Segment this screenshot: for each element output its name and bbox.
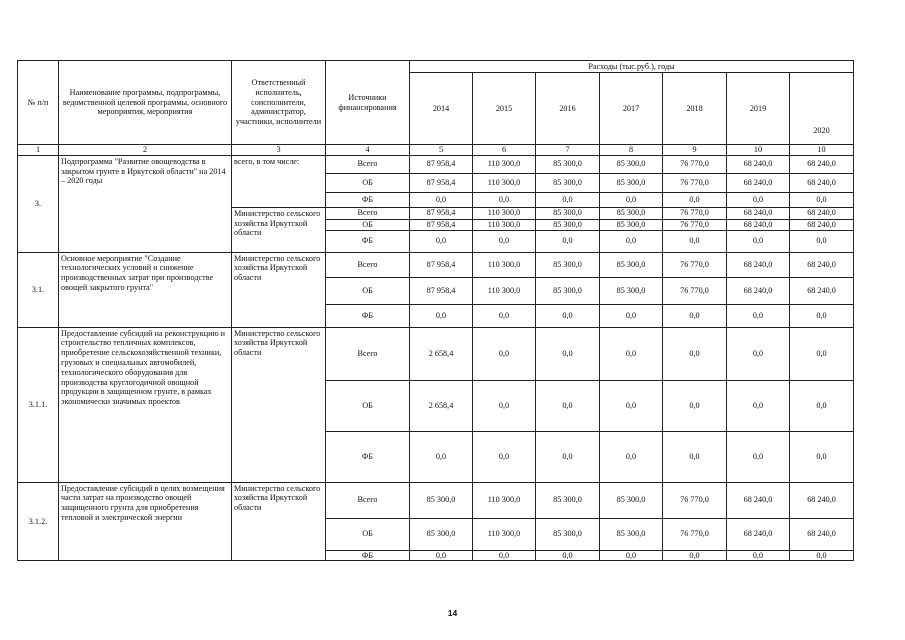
expense-value: 0,0	[473, 380, 536, 431]
row-number: 3.	[18, 155, 59, 252]
expense-value: 110 300,0	[473, 207, 536, 219]
program-name: Основное мероприятие "Создание технологических условий и снижение производственных затрат при производстве овощей закрытого грунта"	[59, 252, 232, 327]
expense-value: 0,0	[600, 192, 663, 207]
index-cell: 1	[18, 145, 59, 156]
expense-value: 68 240,0	[727, 207, 790, 219]
expense-value: 76 770,0	[663, 173, 727, 192]
expense-value: 68 240,0	[727, 277, 790, 304]
expense-value: 0,0	[600, 550, 663, 561]
expense-value: 87 958,4	[410, 277, 473, 304]
expense-value: 85 300,0	[536, 518, 600, 550]
table-row	[18, 482, 854, 518]
header-year: 2019	[727, 73, 790, 145]
header-number: № п/п	[18, 61, 59, 145]
expense-value: 0,0	[600, 230, 663, 252]
expense-value: 68 240,0	[790, 518, 854, 550]
expense-value: 85 300,0	[536, 219, 600, 230]
expense-value: 68 240,0	[790, 252, 854, 277]
expense-value: 110 300,0	[473, 155, 536, 173]
program-name: Предоставление субсидий в целях возмещения части затрат на производство овощей защищенного грунта для приобретения тепловой и электрической энергии	[59, 482, 232, 561]
expense-value: 0,0	[536, 327, 600, 380]
expense-value: 0,0	[663, 380, 727, 431]
table-row	[18, 252, 854, 277]
expense-value: 85 300,0	[600, 277, 663, 304]
expense-value: 68 240,0	[790, 155, 854, 173]
expense-value: 0,0	[600, 304, 663, 327]
expense-value: 85 300,0	[600, 252, 663, 277]
expense-value: 68 240,0	[790, 207, 854, 219]
expense-value: 85 300,0	[536, 207, 600, 219]
expense-value: 85 300,0	[536, 277, 600, 304]
expense-value: 68 240,0	[790, 277, 854, 304]
expense-value: 0,0	[473, 230, 536, 252]
expense-value: 0,0	[790, 230, 854, 252]
funding-source: ФБ	[326, 230, 410, 252]
funding-source: Всего	[326, 327, 410, 380]
header-year: 2017	[600, 73, 663, 145]
funding-source: ОБ	[326, 219, 410, 230]
expense-value: 85 300,0	[600, 155, 663, 173]
expense-value: 68 240,0	[790, 173, 854, 192]
expense-value: 110 300,0	[473, 482, 536, 518]
header-year: 2015	[473, 73, 536, 145]
expense-value: 0,0	[663, 327, 727, 380]
index-cell: 6	[473, 145, 536, 156]
expense-value: 76 770,0	[663, 155, 727, 173]
expense-value: 0,0	[536, 380, 600, 431]
expense-value: 0,0	[473, 304, 536, 327]
funding-source: ОБ	[326, 173, 410, 192]
expense-value: 85 300,0	[600, 219, 663, 230]
table-body	[18, 145, 854, 561]
header-year: 2016	[536, 73, 600, 145]
expense-value: 85 300,0	[600, 173, 663, 192]
row-number: 3.1.1.	[18, 327, 59, 482]
expense-value: 68 240,0	[727, 155, 790, 173]
expense-value: 0,0	[536, 304, 600, 327]
expense-value: 0,0	[727, 192, 790, 207]
expense-value: 76 770,0	[663, 518, 727, 550]
table-row	[18, 155, 854, 173]
funding-source: ФБ	[326, 550, 410, 561]
index-cell: 5	[410, 145, 473, 156]
header-year: 2014	[410, 73, 473, 145]
expense-value: 0,0	[410, 230, 473, 252]
expense-value: 85 300,0	[536, 173, 600, 192]
expense-value: 0,0	[536, 431, 600, 482]
index-cell: 8	[600, 145, 663, 156]
header-funding-source: Источники финансирования	[326, 61, 410, 145]
index-cell: 4	[326, 145, 410, 156]
expense-value: 0,0	[727, 431, 790, 482]
expense-value: 0,0	[663, 230, 727, 252]
expense-value: 110 300,0	[473, 277, 536, 304]
expense-value: 68 240,0	[790, 482, 854, 518]
expense-value: 2 658,4	[410, 327, 473, 380]
expense-value: 68 240,0	[727, 518, 790, 550]
row-number: 3.1.2.	[18, 482, 59, 561]
expense-value: 0,0	[410, 431, 473, 482]
expense-value: 76 770,0	[663, 207, 727, 219]
expense-value: 0,0	[473, 327, 536, 380]
responsible-executor: Министерство сельского хозяйства Иркутской области	[232, 252, 326, 327]
header-year: 2018	[663, 73, 727, 145]
funding-source: Всего	[326, 482, 410, 518]
row-number: 3.1.	[18, 252, 59, 327]
expense-value: 0,0	[727, 380, 790, 431]
responsible-executor: Министерство сельского хозяйства Иркутской области	[232, 327, 326, 482]
header-year: 2020	[790, 73, 854, 145]
expense-value: 85 300,0	[600, 207, 663, 219]
expense-value: 0,0	[600, 431, 663, 482]
expense-value: 0,0	[727, 327, 790, 380]
index-cell: 3	[232, 145, 326, 156]
funding-source: ФБ	[326, 431, 410, 482]
expense-value: 85 300,0	[600, 482, 663, 518]
expense-value: 87 958,4	[410, 252, 473, 277]
funding-source: ОБ	[326, 380, 410, 431]
expense-value: 68 240,0	[727, 173, 790, 192]
expense-value: 85 300,0	[600, 518, 663, 550]
expense-value: 0,0	[410, 304, 473, 327]
header-program-name: Наименование программы, подпрограммы, ведомственной целевой программы, основного мероприятия, мероприятия	[59, 61, 232, 145]
responsible-executor: Министерство сельского хозяйства Иркутской области	[232, 482, 326, 561]
expense-value: 0,0	[663, 550, 727, 561]
expense-value: 76 770,0	[663, 252, 727, 277]
header-expenses: Расходы (тыс.руб.), годы	[410, 61, 854, 73]
funding-source: Всего	[326, 155, 410, 173]
expense-value: 0,0	[727, 550, 790, 561]
expense-value: 87 958,4	[410, 173, 473, 192]
expense-value: 85 300,0	[536, 252, 600, 277]
expense-value: 0,0	[410, 550, 473, 561]
expense-value: 0,0	[790, 431, 854, 482]
expense-value: 0,0	[790, 327, 854, 380]
expense-value: 76 770,0	[663, 219, 727, 230]
expense-value: 87 958,4	[410, 219, 473, 230]
expense-value: 0,0	[663, 431, 727, 482]
expense-value: 0,0	[536, 192, 600, 207]
program-name: Предоставление субсидий на реконструкцию и строительство тепличных комплексов, приобретение сельскохозяйственной техники, грузовых и специальных автомобилей, технологического оборудования для производства круглогодичной овощной продукции в защищенном грунте, в рамках экономически значимых проектов	[59, 327, 232, 482]
expense-value: 0,0	[473, 192, 536, 207]
expense-value: 0,0	[727, 304, 790, 327]
expense-value: 85 300,0	[536, 482, 600, 518]
table-row	[18, 327, 854, 380]
expense-value: 110 300,0	[473, 518, 536, 550]
expense-value: 85 300,0	[536, 155, 600, 173]
funding-source: ОБ	[326, 277, 410, 304]
expense-value: 2 658,4	[410, 380, 473, 431]
index-cell: 10	[727, 145, 790, 156]
responsible-executor: всего, в том числе:	[232, 155, 326, 207]
expense-value: 0,0	[790, 304, 854, 327]
expense-value: 110 300,0	[473, 219, 536, 230]
expense-value: 0,0	[790, 550, 854, 561]
expense-value: 76 770,0	[663, 277, 727, 304]
expense-value: 87 958,4	[410, 207, 473, 219]
expense-value: 0,0	[790, 192, 854, 207]
index-cell: 2	[59, 145, 232, 156]
index-cell: 10	[790, 145, 854, 156]
expense-value: 76 770,0	[663, 482, 727, 518]
expense-value: 110 300,0	[473, 173, 536, 192]
funding-source: Всего	[326, 207, 410, 219]
funding-source: Всего	[326, 252, 410, 277]
expense-value: 87 958,4	[410, 155, 473, 173]
expense-value: 68 240,0	[790, 219, 854, 230]
expense-value: 0,0	[410, 192, 473, 207]
expense-value: 0,0	[663, 192, 727, 207]
expense-value: 68 240,0	[727, 219, 790, 230]
expense-value: 68 240,0	[727, 482, 790, 518]
expense-value: 0,0	[600, 380, 663, 431]
funding-source: ФБ	[326, 304, 410, 327]
index-cell: 9	[663, 145, 727, 156]
expense-value: 0,0	[536, 230, 600, 252]
table-header	[18, 61, 854, 145]
header-responsible: Ответственный исполнитель, соисполнители, администратор, участники, исполнители	[232, 61, 326, 145]
program-name: Подпрограмма "Развитие овощеводства в закрытом грунте в Иркутской области" на 2014 – 2020 годы	[59, 155, 232, 252]
expense-value: 0,0	[663, 304, 727, 327]
column-index-row	[18, 145, 854, 156]
funding-source: ОБ	[326, 518, 410, 550]
expense-value: 85 300,0	[410, 482, 473, 518]
expense-value: 0,0	[536, 550, 600, 561]
expense-value: 110 300,0	[473, 252, 536, 277]
expense-value: 0,0	[727, 230, 790, 252]
expenses-table	[17, 60, 854, 561]
expense-value: 0,0	[473, 431, 536, 482]
funding-source: ФБ	[326, 192, 410, 207]
expense-value: 0,0	[790, 380, 854, 431]
page-number: 14	[447, 608, 458, 618]
expense-value: 68 240,0	[727, 252, 790, 277]
responsible-executor: Министерство сельского хозяйства Иркутской области	[232, 207, 326, 252]
expense-value: 0,0	[600, 327, 663, 380]
expense-value: 85 300,0	[410, 518, 473, 550]
index-cell: 7	[536, 145, 600, 156]
expense-value: 0,0	[473, 550, 536, 561]
